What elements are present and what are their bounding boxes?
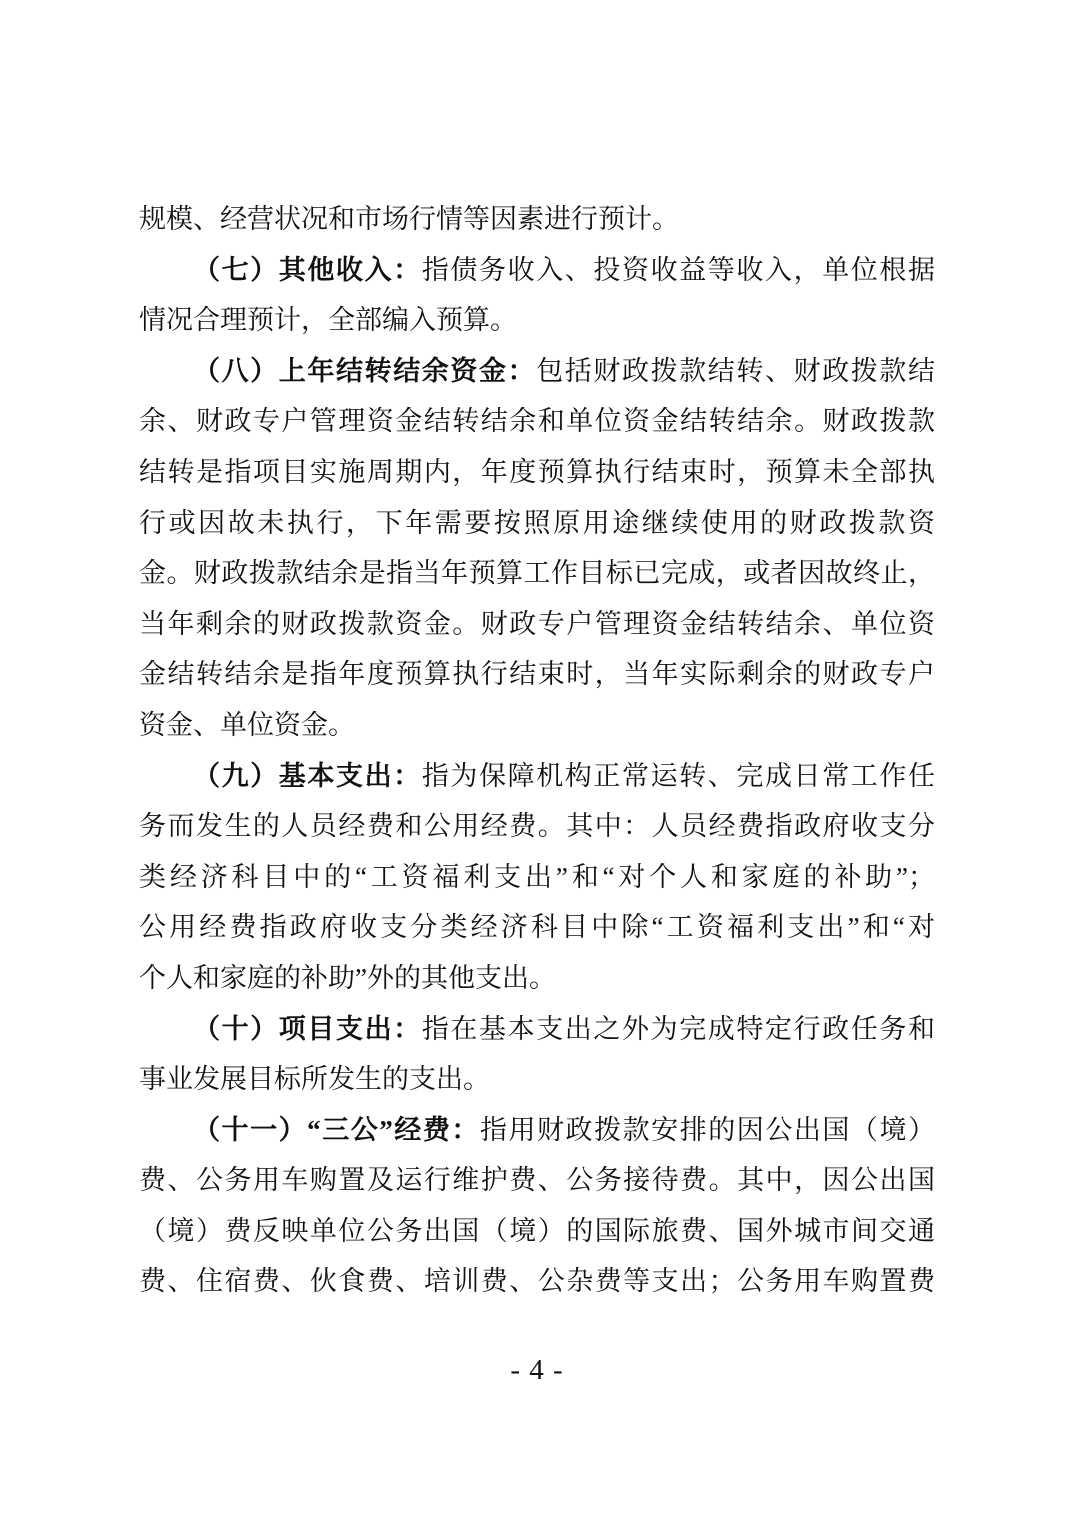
line-text: 事业发展目标所发生的支出。: [139, 1064, 490, 1095]
line-text: 费、公务用车购置及运行维护费、公务接待费。其中，因公出国: [139, 1165, 935, 1196]
text-line: [139, 599, 935, 650]
line-text: 情况合理预计，全部编入预算。: [139, 305, 517, 336]
text-line: [139, 1105, 935, 1156]
line-text: 费、住宿费、伙食费、培训费、公杂费等支出；公务用车购置费: [139, 1266, 935, 1297]
page-number: - 4 -: [510, 1354, 564, 1386]
line-text: 资金、单位资金。: [139, 709, 355, 740]
line-text: 指债务收入、投资收益等收入，单位根据: [421, 254, 936, 285]
text-line: [139, 1004, 935, 1055]
text-line: [139, 245, 935, 296]
term-label: （七）其他收入：: [193, 254, 422, 285]
line-text: 指为保障机构正常运转、完成日常工作任: [421, 760, 936, 791]
text-line: [139, 1155, 935, 1206]
line-text: 金结转结余是指年度预算执行结束时，当年实际剩余的财政专户: [139, 659, 935, 690]
document-body: [139, 194, 935, 1307]
line-text: 规模、经营状况和市场行情等因素进行预计。: [139, 204, 679, 234]
text-line: [139, 447, 935, 498]
text-line: [139, 1256, 935, 1307]
term-label: （九）基本支出：: [193, 760, 422, 791]
text-line: [139, 396, 935, 447]
term-label: （八）上年结转结余资金：: [193, 355, 537, 386]
line-text: 结转是指项目实施周期内，年度预算执行结束时，预算未全部执: [139, 456, 935, 487]
line-text: 当年剩余的财政拨款资金。财政专户管理资金结转结余、单位资: [139, 608, 935, 639]
text-line: [139, 953, 935, 1004]
text-line: [139, 346, 935, 397]
text-line: [139, 548, 935, 599]
text-line: [139, 852, 935, 903]
line-text: 指在基本支出之外为完成特定行政任务和: [421, 1013, 936, 1044]
text-line: [139, 194, 935, 245]
text-line: [139, 700, 935, 751]
text-line: [139, 1206, 935, 1257]
line-text: 类经济科目中的“工资福利支出”和“对个人和家庭的补助”；: [139, 861, 935, 892]
text-line: [139, 295, 935, 346]
text-line: [139, 498, 935, 549]
term-label: （十一）“三公”经费：: [193, 1114, 480, 1145]
line-text: （境）费反映单位公务出国（境）的国际旅费、国外城市间交通: [139, 1215, 935, 1246]
text-line: [139, 751, 935, 802]
text-line: [139, 801, 935, 852]
line-text: 包括财政拨款结转、财政拨款结: [536, 355, 936, 386]
line-text: 金。财政拨款结余是指当年预算工作目标已完成，或者因故终止，: [139, 558, 935, 589]
line-text: 个人和家庭的补助”外的其他支出。: [139, 962, 556, 993]
line-text: 行或因故未执行，下年需要按照原用途继续使用的财政拨款资: [139, 507, 935, 538]
text-line: [139, 1054, 935, 1105]
text-line: [139, 902, 935, 953]
line-text: 务而发生的人员经费和公用经费。其中：人员经费指政府收支分: [139, 811, 935, 842]
line-text: 公用经费指政府收支分类经济科目中除“工资福利支出”和“对: [139, 912, 935, 943]
term-label: （十）项目支出：: [193, 1013, 422, 1044]
text-line: [139, 649, 935, 700]
line-text: 余、财政专户管理资金结转结余和单位资金结转结余。财政拨款: [139, 406, 935, 437]
line-text: 指用财政拨款安排的因公出国（境）: [479, 1114, 936, 1145]
